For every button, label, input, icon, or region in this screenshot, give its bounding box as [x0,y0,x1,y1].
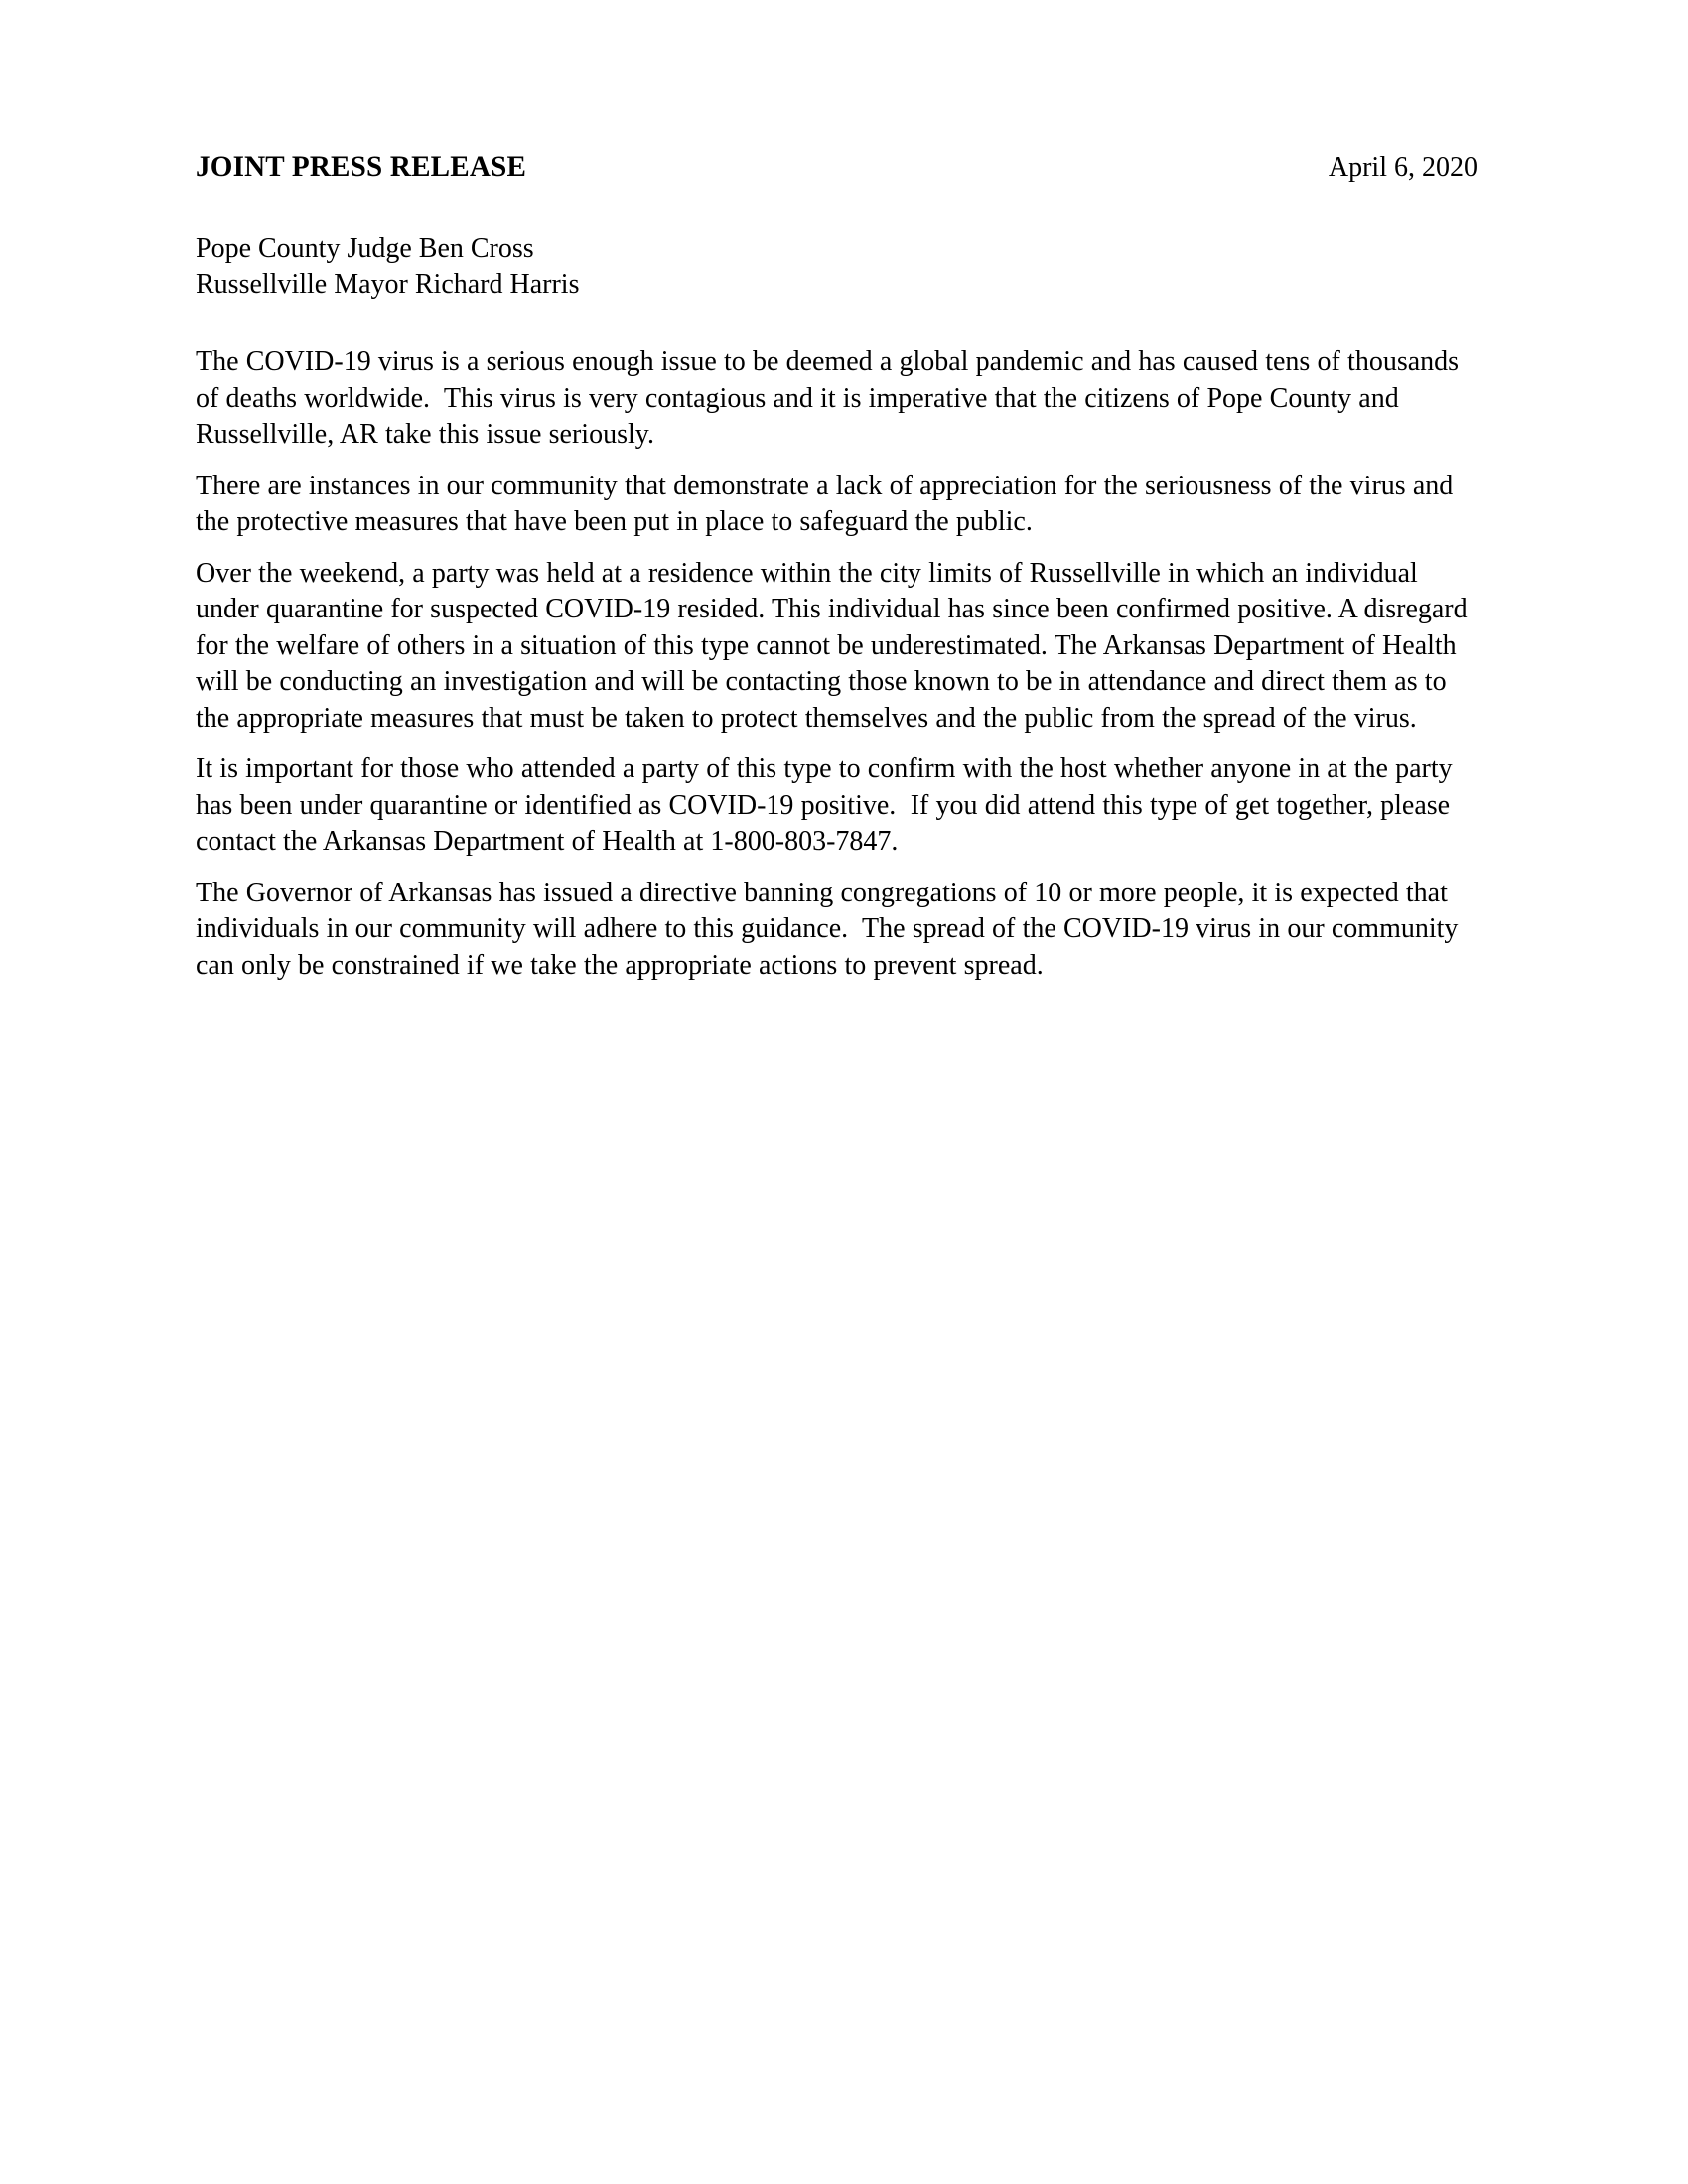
body-paragraph: The Governor of Arkansas has issued a directive banning congregations of 10 or more people, it is expected that individuals in our community will adhere to this guidance. The spread of the COVID-19 virus in our community can only be constrained if we take the appropriate actions to prevent spread. [196,877,1466,981]
body-paragraph: Over the weekend, a party was held at a residence within the city limits of Russellville in which an individual under quarantine for suspected COVID-19 resided. This individual has since been confirmed positive. A disregard for the welfare of others in a situation of this type cannot be underestimated. The Arkansas Department of Health will be conducting an investigation and will be contacting those known to be in attendance and direct them as to the appropriate measures that must be taken to protect themselves and the public from the spread of the virus. [196,557,1475,734]
document-date: April 6, 2020 [1328,152,1477,183]
document-header [196,149,1479,186]
body-paragraph: It is important for those who attended a party of this type to confirm with the host whether anyone in at the party has been under quarantine or identified as COVID-19 positive. If you did attend this type of get together, please contact the Arkansas Department of Health at 1-800-803-7847. [196,753,1460,857]
signatory-line: Pope County Judge Ben Cross [196,233,534,264]
signatories-block [196,231,1479,303]
body-paragraph: There are instances in our community that demonstrate a lack of appreciation for the seriousness of the virus and the protective measures that have been put in place to safeguard the public. [196,470,1461,537]
signatory-line: Russellville Mayor Richard Harris [196,269,580,300]
document-content [196,149,1479,984]
document-body [196,344,1479,984]
body-paragraph: The COVID-19 virus is a serious enough issue to be deemed a global pandemic and has caused tens of thousands of deaths worldwide. This virus is very contagious and it is imperative that the citizens of Pope County and Russellville, AR take this issue seriously. [196,346,1467,450]
page-title: JOINT PRESS RELEASE [196,150,527,183]
